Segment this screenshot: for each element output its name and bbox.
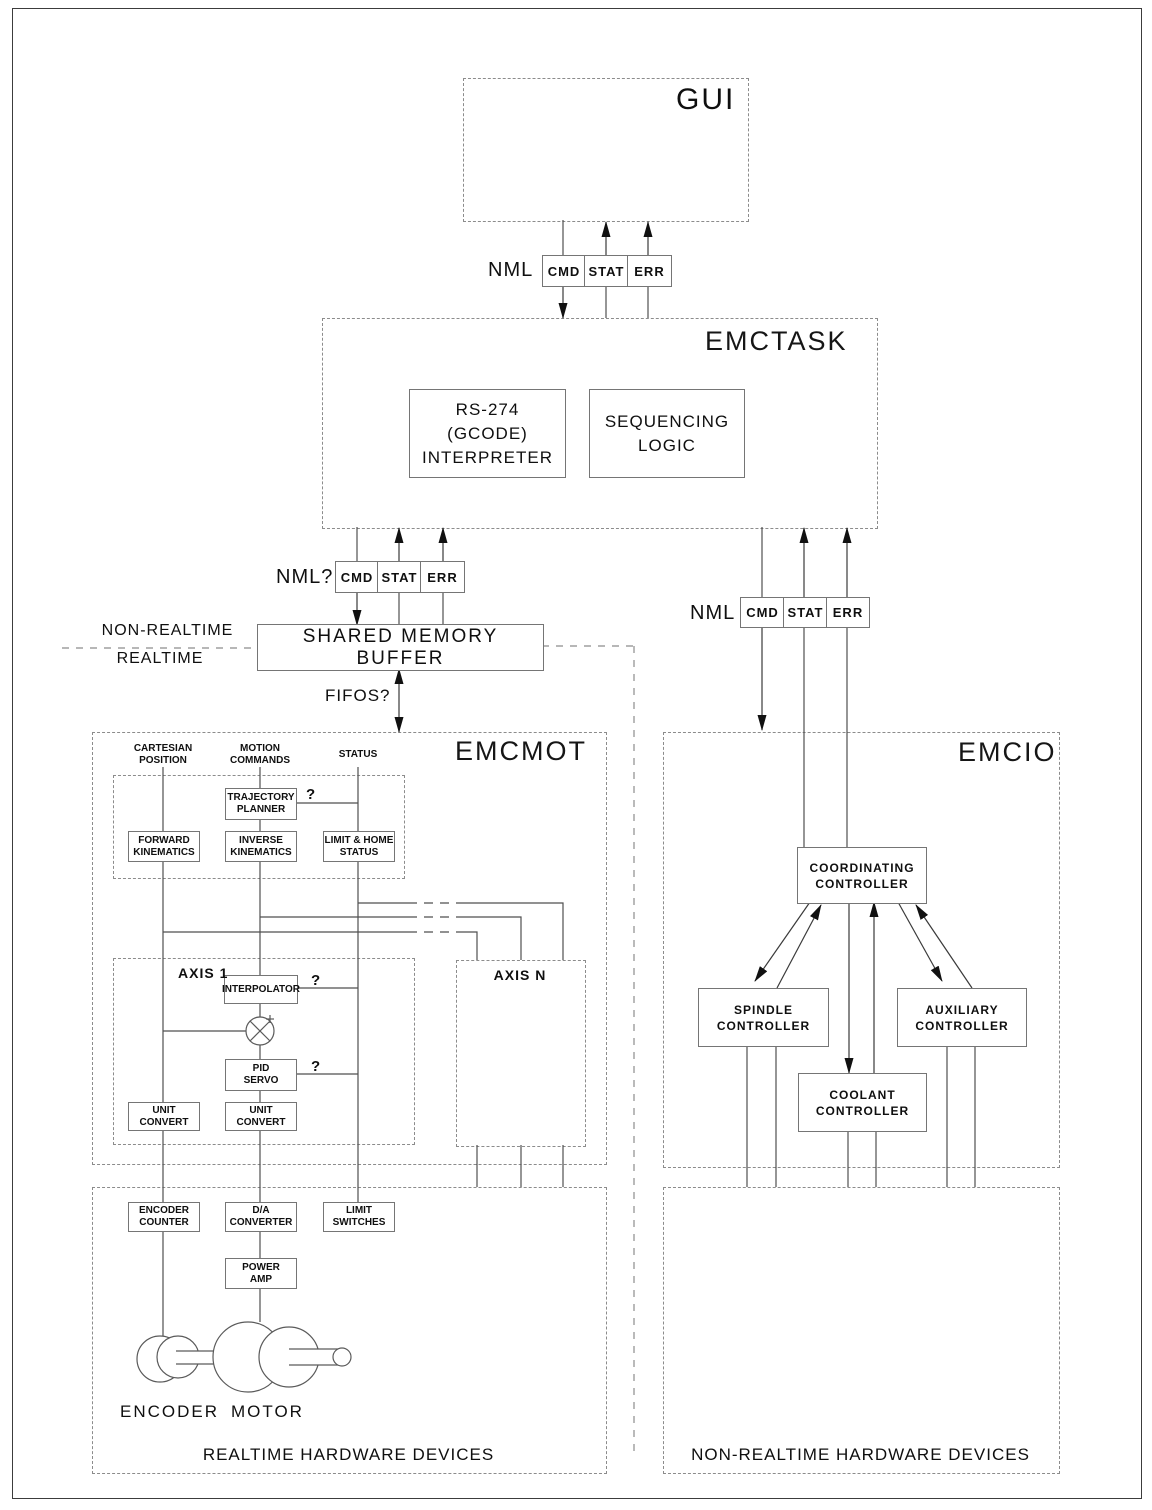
realtime-divider-label: REALTIME [116, 650, 204, 667]
nml-task-err-box [420, 561, 465, 593]
forward-kinematics-box [128, 831, 200, 862]
limit-home-status-box [323, 831, 395, 862]
nml-task-stat: STAT [381, 569, 418, 585]
unit-convert-mid-line2: CONVERT [236, 1116, 286, 1128]
motion-line2: COMMANDS [230, 755, 290, 766]
shared-memory-buffer-box [257, 624, 544, 671]
encoder-label: ENCODER [120, 1402, 220, 1421]
interpreter-line3: INTERPRETER [422, 447, 553, 467]
sequencing-logic-box [589, 389, 745, 478]
da-converter-box [225, 1202, 297, 1232]
nml-task-cmd: CMD [340, 569, 374, 585]
motor-label: MOTOR [231, 1402, 304, 1421]
cartesian-line2: POSITION [139, 755, 187, 766]
nml-gui-stat: STAT [588, 263, 625, 279]
nml-io-err: ERR [832, 605, 864, 620]
coolant-line1: COOLANT [829, 1087, 896, 1102]
encoder-counter-line2: COUNTER [139, 1217, 189, 1228]
nml-io-stat: STAT [787, 605, 824, 620]
interpolator-label: INTERPOLATOR [222, 983, 300, 995]
coolant-controller-box [798, 1073, 927, 1132]
interpolator-box [224, 975, 298, 1004]
emcio-title: EMCIO [958, 737, 1057, 767]
coolant-line2: CONTROLLER [815, 1103, 910, 1118]
coordinating-line2: CONTROLLER [815, 876, 909, 891]
motor-shaft-end-icon [333, 1348, 351, 1366]
nml-gui-stat-box [584, 255, 629, 287]
fifos-label: FIFOS? [325, 686, 391, 705]
unit-convert-left-line2: CONVERT [139, 1116, 189, 1128]
interpreter-line1: RS-274 [455, 399, 520, 419]
coordinating-controller-box [797, 847, 927, 904]
trajectory-line1: TRAJECTORY [227, 792, 295, 803]
cartesian-line1: CARTESIAN [133, 743, 193, 754]
auxiliary-controller-box [897, 988, 1027, 1047]
nonrealtime-hardware-caption: NON-REALTIME HARDWARE DEVICES [691, 1445, 1030, 1464]
inverse-kinematics-box [225, 831, 297, 862]
realtime-hardware-caption: REALTIME HARDWARE DEVICES [202, 1445, 495, 1464]
encoder-motor-drawing [137, 1322, 351, 1392]
nml-gui-cmd-box [542, 255, 586, 287]
emcmot-title: EMCMOT [455, 736, 587, 766]
trajectory-line2: PLANNER [236, 804, 286, 815]
limit-home-line1: LIMIT & HOME [324, 834, 394, 846]
nonrealtime-divider-label: NON-REALTIME [101, 622, 234, 639]
axis1-label: AXIS 1 [178, 965, 229, 981]
pid-line1: PID [252, 1063, 270, 1074]
power-amp-box [225, 1258, 297, 1289]
nml-gui-err: ERR [634, 263, 665, 279]
nml-task-err: ERR [427, 569, 458, 585]
unit-convert-left-line1: UNIT [152, 1104, 176, 1116]
interpolator-question-mark: ? [311, 972, 321, 989]
trajectory-planner-box [225, 788, 297, 820]
sequencing-line2: LOGIC [638, 435, 696, 455]
nml-io-cmd-box [740, 597, 785, 628]
shared-memory-buffer-label: SHARED MEMORY BUFFER [302, 625, 499, 669]
limit-switches-box [323, 1202, 395, 1232]
axisn-label: AXIS N [493, 967, 547, 983]
status-header [323, 749, 393, 761]
gcode-interpreter-box [409, 389, 566, 478]
spindle-controller-box [698, 988, 829, 1047]
limit-switches-line1: LIMIT [345, 1205, 373, 1216]
nml-gui-label: NML [488, 259, 534, 281]
unit-convert-mid-box [225, 1102, 297, 1131]
sequencing-line1: SEQUENCING [604, 411, 730, 431]
pid-question-mark: ? [311, 1058, 321, 1075]
status-header-text: STATUS [338, 749, 378, 760]
da-converter-line1: D/A [252, 1205, 270, 1216]
nml-io-stat-box [783, 597, 828, 628]
nml-task-label: NML? [276, 566, 334, 588]
inverse-line2: KINEMATICS [230, 846, 292, 858]
coordinating-line1: COORDINATING [809, 860, 915, 875]
inverse-line1: INVERSE [239, 834, 283, 846]
realtime-divider-line [62, 646, 634, 1457]
nml-gui-err-box [627, 255, 672, 287]
cartesian-position-header [128, 743, 198, 767]
pid-line2: SERVO [243, 1075, 279, 1086]
nml-io-cmd: CMD [746, 605, 779, 620]
unit-convert-mid-line1: UNIT [249, 1104, 273, 1116]
auxiliary-line1: AUXILIARY [925, 1002, 999, 1017]
nml-io-err-box [826, 597, 870, 628]
spindle-line2: CONTROLLER [716, 1018, 811, 1033]
summing-junction [246, 1015, 274, 1045]
spindle-line1: SPINDLE [733, 1002, 793, 1017]
forward-line1: FORWARD [138, 834, 190, 846]
auxiliary-line2: CONTROLLER [915, 1018, 1009, 1033]
pid-servo-box [225, 1059, 297, 1091]
encoder-counter-box [128, 1202, 200, 1232]
da-converter-line2: CONVERTER [229, 1217, 293, 1228]
power-amp-line2: AMP [249, 1273, 273, 1285]
interpreter-line2: (GCODE) [447, 423, 528, 443]
limit-switches-line2: SWITCHES [332, 1217, 386, 1228]
limit-home-line2: STATUS [339, 846, 379, 858]
encoder-counter-line1: ENCODER [138, 1205, 189, 1216]
nml-io-label: NML [690, 602, 736, 624]
motion-commands-header [225, 743, 295, 767]
power-amp-line1: POWER [242, 1261, 280, 1273]
plain-lines [163, 220, 975, 1337]
unit-convert-left-box [128, 1102, 200, 1131]
motion-line1: MOTION [240, 743, 280, 754]
nml-task-cmd-box [335, 561, 379, 593]
nml-task-stat-box [377, 561, 422, 593]
trajectory-question-mark: ? [306, 786, 316, 803]
forward-line2: KINEMATICS [133, 846, 195, 858]
nml-gui-cmd: CMD [547, 263, 581, 279]
emctask-title: EMCTASK [705, 326, 848, 356]
gui-title: GUI [676, 83, 736, 116]
